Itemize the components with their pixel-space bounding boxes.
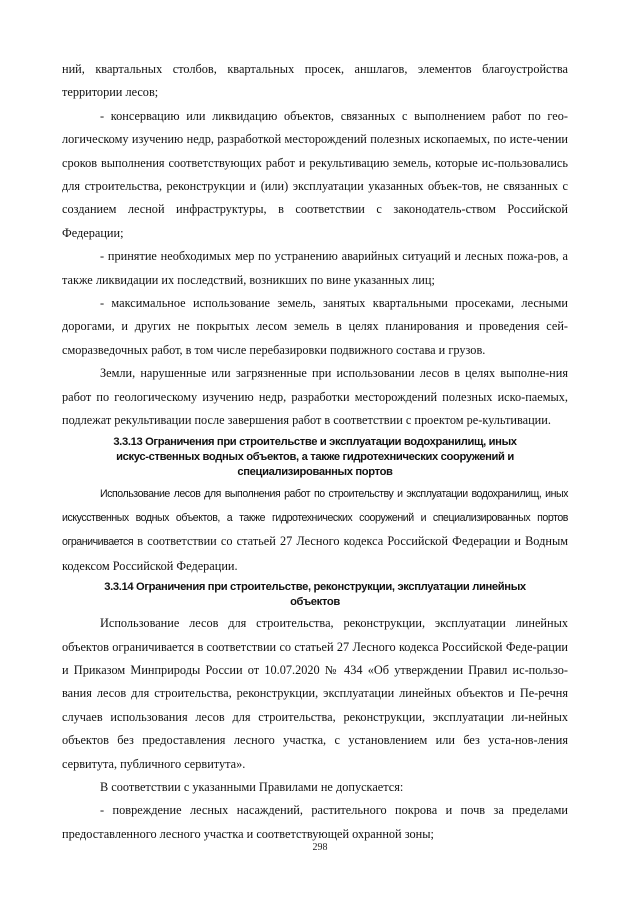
paragraph-reclamation: Земли, нарушенные или загрязненные при использовании лесов в целях выполне-ния работ по геологическому изучению недр, разработки месторождений полезных иско-паемых, подлежат рекультивации после завершения работ в соответствии с проектом ре-культивации.	[62, 366, 568, 428]
paragraph-reservoirs	[62, 482, 568, 579]
paragraph-damage-prohibition: - повреждение лесных насаждений, растительного покрова и почв за пределами предоставленного лесного участка и соответствующей охранной зоны;	[62, 803, 568, 841]
section-heading-3-3-13: 3.3.13 Ограничения при строительстве и эксплуатации водохранилищ, иных искус-ственных водных объектов, а также гидротехнических сооружений и специализированных портов	[113, 435, 517, 478]
paragraph-conservation: - консервацию или ликвидацию объектов, связанных с выполнением работ по гео-логическому изучению недр, разработкой месторождений полезных ископаемых, по исте-чении сроков выполнения соответствующих работ и рекультивацию земель, которые ис-пользовались для строительства, реконструкции и (или) эксплуатации указанных объек-тов, не связанных с созданием лесной инфраструктуры, в соответствии с законодатель-ством Российской Федерации;	[62, 108, 568, 240]
paragraph-forest-infrastructure-end: ний, квартальных столбов, квартальных просек, аншлагов, элементов благоустройства территории лесов;	[62, 62, 568, 100]
paragraph-linear-objects: Использование лесов для строительства, реконструкции, эксплуатации линейных объектов ограничивается в соответствии со статьей 27 Лесного кодекса Российской Феде-рации и Приказом Минприроды России от 10.07.2020 № 434 «Об утверждении Правил ис-пользо-вания лесов для строительства, реконструкции, эксплуатации линейных объектов и Пе-речня случаев использования лесов для строительства, реконструкции, эксплуатации ли-нейных объектов без предоставления лесного участка, с установлением или без уста-нов-ления сервитута, публичного сервитута».	[62, 616, 568, 771]
page-number: 298	[312, 842, 328, 853]
document-page	[62, 58, 568, 846]
paragraph-reservoirs-condensed: Использование лесов для выполнения работ по строительству и эксплуатации водохранилищ, иных искусственных водных объектов, а также гидротехнических сооружений и специализированных портов ограничивается	[62, 487, 568, 549]
paragraph-land-use: - максимальное использование земель, занятых квартальными просеками, лесными дорогами, и других не покрытых лесом земель в целях планирования и проведения сей-сморазведочных работ, в том числе перебазировки подвижного состава и грузов.	[62, 296, 568, 357]
paragraph-reservoirs-rest: в соответствии со статьей 27 Лесного кодекса Российской Федерации и Водным кодексом Российской Федерации.	[62, 534, 568, 573]
paragraph-rules-intro: В соответствии с указанными Правилами не допускается:	[100, 779, 404, 794]
paragraph-emergency-measures: - принятие необходимых мер по устранению аварийных ситуаций и лесных пожа-ров, а также ликвидации их последствий, возникших по вине указанных лиц;	[62, 249, 568, 287]
section-heading-3-3-14: 3.3.14 Ограничения при строительстве, реконструкции, эксплуатации линейных объектов	[104, 581, 526, 609]
